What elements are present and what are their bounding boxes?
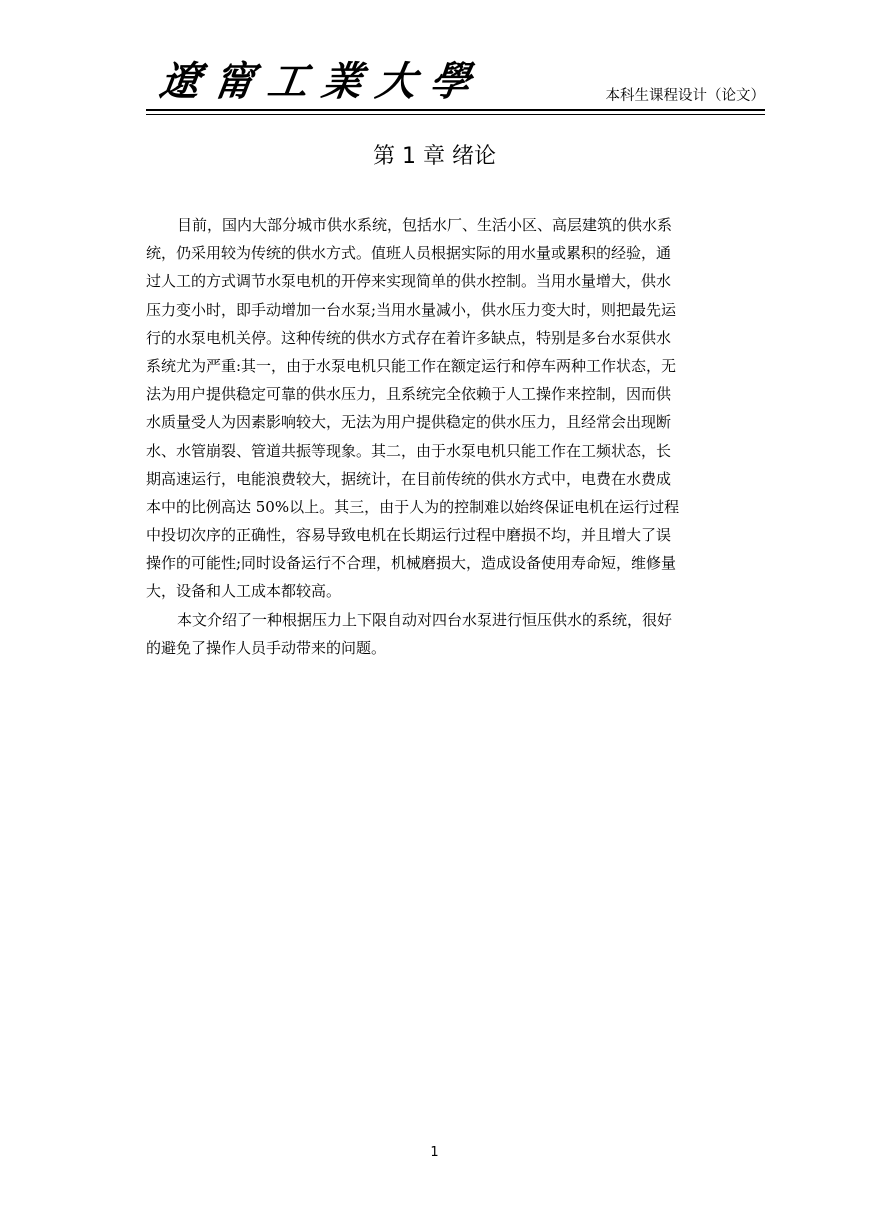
body-line: 目前，国内大部分城市供水系统，包括水厂、生活小区、高层建筑的供水系: [177, 216, 673, 234]
body-line: 水、水管崩裂、管道共振等现象。其二，由于水泵电机只能工作在工频状态，长: [146, 441, 672, 460]
page-number: 1: [430, 1145, 439, 1160]
document-type-label: 本科生课程设计（论文）: [605, 88, 765, 104]
chapter-title: 第 1 章 绪论: [373, 144, 496, 169]
body-line: 本中的比例高达 50%以上。其三，由于人为的控制难以始终保证电机在运行过程: [146, 497, 680, 516]
body-line: 行的水泵电机关停。这种传统的供水方式存在着许多缺点，特别是多台水泵供水: [146, 328, 672, 347]
body-line: 期高速运行，电能浪费较大，据统计，在目前传统的供水方式中，电费在水费成: [146, 469, 672, 488]
body-line: 过人工的方式调节水泵电机的开停来实现简单的供水控制。当用水量增大，供水: [146, 272, 672, 291]
header-rule-thick: [146, 109, 765, 111]
body-line: 中投切次序的正确性，容易导致电机在长期运行过程中磨损不均，并且增大了误: [146, 526, 672, 545]
body-line: 系统尤为严重:其一，由于水泵电机只能工作在额定运行和停车两种工作状态，无: [146, 356, 677, 375]
university-logo: 遼甯工業大學: [156, 58, 488, 105]
body-line: 统，仍采用较为传统的供水方式。值班人员根据实际的用水量或累积的经验，通: [146, 244, 672, 263]
body-line: 大，设备和人工成本都较高。: [146, 582, 342, 601]
body-line: 本文介绍了一种根据压力上下限自动对四台水泵进行恒压供水的系统，很好: [177, 610, 673, 629]
body-text: [146, 211, 776, 662]
body-line: 压力变小时，即手动增加一台水泵;当用水量减小，供水压力变大时，则把最先运: [146, 300, 677, 319]
header-rule-thin: [146, 114, 765, 115]
body-line: 的避免了操作人员手动带来的问题。: [146, 638, 387, 657]
body-line: 操作的可能性;同时设备运行不合理，机械磨损大，造成设备使用寿命短，维修量: [146, 554, 677, 573]
body-line: 水质量受人为因素影响较大，无法为用户提供稳定的供水压力，且经常会出现断: [146, 413, 672, 432]
body-line: 法为用户提供稳定可靠的供水压力，且系统完全依赖于人工操作来控制，因而供: [146, 385, 672, 404]
